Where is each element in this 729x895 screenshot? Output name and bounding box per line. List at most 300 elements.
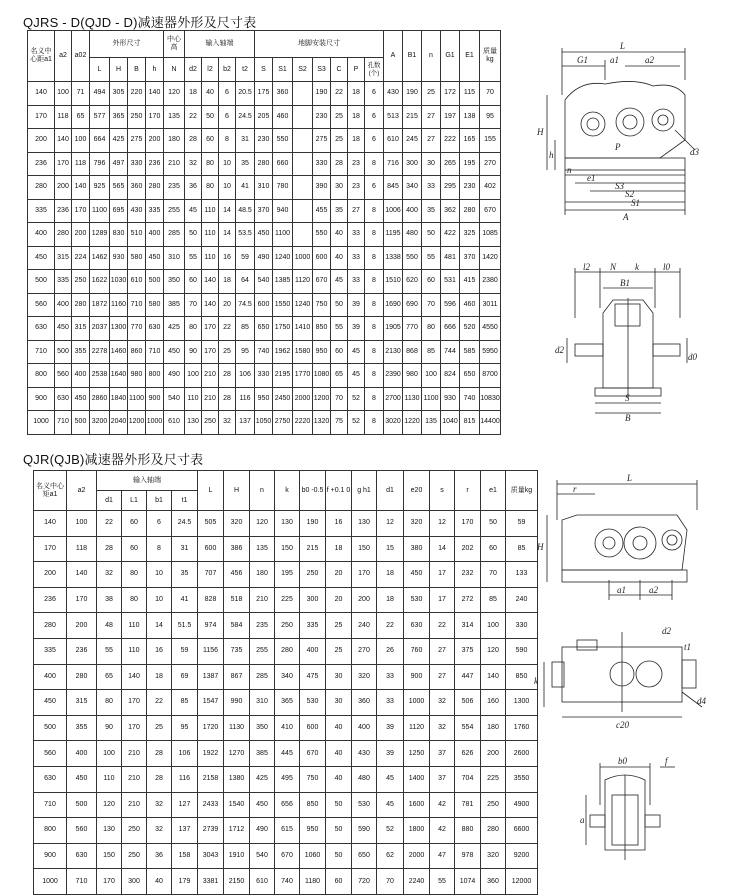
t1-cell: 425 <box>164 317 185 341</box>
t2-cell: 280 <box>481 818 506 844</box>
t1-row <box>28 387 501 411</box>
t1-cell: 265 <box>441 152 460 176</box>
spec-table-2 <box>33 470 538 895</box>
t2-cell: 880 <box>455 818 481 844</box>
t1-cell: 610 <box>128 270 146 294</box>
t2-cell: 490 <box>250 818 275 844</box>
t1-cell: 200 <box>28 129 55 153</box>
t1-cell: 18 <box>348 129 365 153</box>
t2-cell: 450 <box>250 792 275 818</box>
t1-cell: 70 <box>422 293 441 317</box>
t1-cell: 335 <box>55 270 72 294</box>
t1-cell: 6 <box>365 129 384 153</box>
t1-cell: 27 <box>422 129 441 153</box>
t2-cell: 280 <box>275 638 300 664</box>
t2-cell: 130 <box>97 818 122 844</box>
t2-cell: 32 <box>147 818 172 844</box>
t2-cell: 250 <box>275 613 300 639</box>
t2-cell: 445 <box>275 741 300 767</box>
th-d2: d2 <box>185 58 202 82</box>
t2-cell: 225 <box>275 587 300 613</box>
t2-cell: 240 <box>506 587 538 613</box>
t2-cell: 26 <box>377 638 404 664</box>
t2-cell: 38 <box>97 587 122 613</box>
label-H-2: H <box>537 542 544 552</box>
label-N: N <box>610 262 617 272</box>
t2-cell: 18 <box>377 587 404 613</box>
th-foot: 地脚安装尺寸 <box>255 31 384 58</box>
t1-cell: 170 <box>28 105 55 129</box>
t1-cell: 250 <box>128 105 146 129</box>
t1-cell: 565 <box>110 176 128 200</box>
t2-cell: 1074 <box>455 869 481 895</box>
t2-cell: 1540 <box>224 792 250 818</box>
t1-cell: 630 <box>28 317 55 341</box>
t1-cell: 39 <box>348 293 365 317</box>
t2-row <box>34 818 538 844</box>
t1-cell: 430 <box>128 199 146 223</box>
t1-cell: 210 <box>202 364 219 388</box>
t1-cell: 14 <box>219 199 236 223</box>
th-H: H <box>110 58 128 82</box>
t1-cell: 710 <box>28 340 55 364</box>
t1-cell: 33 <box>422 176 441 200</box>
t1-cell: 270 <box>480 152 501 176</box>
t1-cell: 400 <box>72 364 90 388</box>
t2-row <box>34 638 538 664</box>
t1-cell: 280 <box>460 199 480 223</box>
t1-cell: 710 <box>146 340 164 364</box>
t1-cell: 200 <box>72 223 90 247</box>
t1-cell: 140 <box>55 129 72 153</box>
t2-cell: 1060 <box>300 843 326 869</box>
t1-cell: 200 <box>146 129 164 153</box>
t1-cell: 1840 <box>110 387 128 411</box>
t1-cell: 1220 <box>403 411 422 435</box>
label-l0: l0 <box>663 262 671 272</box>
t1-cell: 210 <box>202 387 219 411</box>
t2-cell: 1720 <box>198 715 224 741</box>
t1-cell: 8 <box>365 387 384 411</box>
label-b0: b0 <box>618 756 627 766</box>
t2-row <box>34 664 538 690</box>
th-a02: a02 <box>72 31 90 82</box>
t1-cell: 360 <box>128 176 146 200</box>
t2-cell: 400 <box>352 715 377 741</box>
t2-cell: 1922 <box>198 741 224 767</box>
t2-cell: 22 <box>147 690 172 716</box>
t2-cell: 200 <box>34 562 67 588</box>
t1-cell: 1962 <box>273 340 293 364</box>
t2-cell: 590 <box>352 818 377 844</box>
t1-row <box>28 199 501 223</box>
t1-cell: 335 <box>28 199 55 223</box>
t2-cell: 1400 <box>404 766 430 792</box>
t1-cell: 95 <box>480 105 501 129</box>
t1-cell: 60 <box>185 270 202 294</box>
t1-cell: 450 <box>255 223 273 247</box>
t2-cell: 12000 <box>506 869 538 895</box>
drawing-side-view-2 <box>580 755 690 870</box>
label-a1-2: a1 <box>617 585 626 595</box>
t1-cell: 100 <box>55 82 72 106</box>
t1-cell: 48.5 <box>236 199 255 223</box>
t1-cell: 120 <box>164 82 185 106</box>
t2-row <box>34 536 538 562</box>
t1-cell: 80 <box>185 317 202 341</box>
t1-cell: 197 <box>441 105 460 129</box>
t1-cell: 500 <box>28 270 55 294</box>
t1-cell: 220 <box>128 82 146 106</box>
t1-cell <box>293 105 313 129</box>
t1-cell: 40 <box>331 246 348 270</box>
t1-cell: 41 <box>236 176 255 200</box>
t1-cell <box>293 199 313 223</box>
th-center-h: 中心高 <box>164 31 185 58</box>
t1-cell: 450 <box>146 246 164 270</box>
t1-cell: 815 <box>460 411 480 435</box>
t1-cell: 930 <box>441 387 460 411</box>
t1-cell: 362 <box>441 199 460 223</box>
th-b2: b2 <box>219 58 236 82</box>
t1-cell: 1200 <box>128 411 146 435</box>
t1-cell: 10 <box>219 152 236 176</box>
th-outline: 外形尺寸 <box>90 31 164 58</box>
t2-cell: 70 <box>481 562 506 588</box>
t1-cell: 33 <box>348 246 365 270</box>
t1-cell: 2040 <box>110 411 128 435</box>
t2-cell: 150 <box>275 536 300 562</box>
t1-cell: 310 <box>255 176 273 200</box>
t1-cell: 255 <box>164 199 185 223</box>
t1-cell: 1100 <box>90 199 110 223</box>
t1-cell: 2538 <box>90 364 110 388</box>
t1-cell: 74.5 <box>236 293 255 317</box>
t1-cell: 1120 <box>293 270 313 294</box>
t2-cell: 781 <box>455 792 481 818</box>
t2-cell: 560 <box>34 741 67 767</box>
t1-cell: 70 <box>331 387 348 411</box>
t2-row <box>34 715 538 741</box>
t1-cell: 1080 <box>313 364 331 388</box>
t1-row <box>28 246 501 270</box>
t2-cell: 280 <box>67 664 97 690</box>
t1-cell: 110 <box>202 223 219 247</box>
t2-cell: 400 <box>34 664 67 690</box>
t1-cell: 50 <box>202 105 219 129</box>
t2-cell: 425 <box>250 766 275 792</box>
t1-cell: 666 <box>441 317 460 341</box>
t2-cell: 118 <box>67 536 97 562</box>
th2-a1: 名义中心矩a1 <box>34 471 67 511</box>
t1-cell: 172 <box>441 82 460 106</box>
t2-cell: 335 <box>34 638 67 664</box>
t1-cell: 27 <box>348 199 365 223</box>
t1-cell: 130 <box>185 411 202 435</box>
t1-cell: 980 <box>128 364 146 388</box>
t2-cell: 80 <box>122 562 147 588</box>
t2-cell: 1130 <box>224 715 250 741</box>
t1-cell: 500 <box>146 270 164 294</box>
t1-cell: 55 <box>422 246 441 270</box>
t1-cell: 210 <box>164 152 185 176</box>
t2-cell: 45 <box>377 792 404 818</box>
t1-cell: 660 <box>273 152 293 176</box>
t2-cell: 48 <box>97 613 122 639</box>
th2-s: s <box>430 471 455 511</box>
t2-cell: 137 <box>172 818 198 844</box>
t2-cell: 28 <box>97 536 122 562</box>
t1-cell: 940 <box>273 199 293 223</box>
t1-cell: 230 <box>313 105 331 129</box>
t1-cell: 610 <box>384 129 403 153</box>
t1-cell: 90 <box>185 340 202 364</box>
t2-cell: 25 <box>147 715 172 741</box>
t2-cell: 330 <box>506 613 538 639</box>
t1-cell: 22 <box>219 317 236 341</box>
t2-cell: 1000 <box>404 690 430 716</box>
t1-cell: 205 <box>255 105 273 129</box>
t1-cell: 2860 <box>90 387 110 411</box>
t2-row <box>34 613 538 639</box>
t1-cell: 59 <box>236 246 255 270</box>
t1-cell: 6 <box>365 82 384 106</box>
th-G1: G1 <box>441 31 460 82</box>
t1-cell: 800 <box>146 364 164 388</box>
t2-cell: 670 <box>300 741 326 767</box>
th2-a2: a2 <box>67 471 97 511</box>
t1-cell: 5950 <box>480 340 501 364</box>
th2-r: r <box>455 471 481 511</box>
t1-cell: 25 <box>331 129 348 153</box>
t2-cell: 600 <box>300 715 326 741</box>
t1-cell: 481 <box>441 246 460 270</box>
t2-cell: 33 <box>377 690 404 716</box>
t2-cell: 250 <box>300 562 326 588</box>
t2-cell: 500 <box>34 715 67 741</box>
t1-cell: 1200 <box>313 387 331 411</box>
th-S3: S3 <box>313 58 331 82</box>
t2-cell: 584 <box>224 613 250 639</box>
t2-cell: 31 <box>172 536 198 562</box>
t1-cell: 39 <box>348 317 365 341</box>
th-S: S <box>255 58 273 82</box>
t1-cell: 1100 <box>273 223 293 247</box>
t2-cell: 69 <box>172 664 198 690</box>
t2-cell: 1270 <box>224 741 250 767</box>
label-c20: c20 <box>616 720 629 730</box>
t2-cell: 630 <box>404 613 430 639</box>
t2-cell: 41 <box>172 587 198 613</box>
t1-cell: 450 <box>164 340 185 364</box>
t1-cell <box>293 152 313 176</box>
t2-cell: 355 <box>67 715 97 741</box>
t1-cell: 2037 <box>90 317 110 341</box>
t2-cell: 40 <box>326 741 352 767</box>
t1-cell: 510 <box>128 223 146 247</box>
t2-cell: 65 <box>97 664 122 690</box>
t2-cell: 2600 <box>506 741 538 767</box>
t2-cell: 285 <box>250 664 275 690</box>
t2-cell: 1000 <box>34 869 67 895</box>
t1-cell: 20 <box>219 293 236 317</box>
t1-cell: 8 <box>365 270 384 294</box>
label-S3: S3 <box>615 181 624 191</box>
t1-cell: 35 <box>422 199 441 223</box>
t1-cell: 100 <box>422 364 441 388</box>
t1-cell: 25 <box>219 340 236 364</box>
t1-cell: 80 <box>202 152 219 176</box>
t1-cell: 1000 <box>146 411 164 435</box>
th2-n: n <box>250 471 275 511</box>
t2-cell: 12 <box>377 511 404 537</box>
t1-cell: 1006 <box>384 199 403 223</box>
th2-t1: t1 <box>172 491 198 511</box>
th2-d: d1 <box>377 471 404 511</box>
t2-cell: 16 <box>326 511 352 537</box>
t2-cell: 365 <box>275 690 300 716</box>
th2-g: g h1 <box>352 471 377 511</box>
t1-cell: 180 <box>164 129 185 153</box>
t2-cell: 6 <box>147 511 172 537</box>
t1-cell: 52 <box>348 411 365 435</box>
t2-cell: 110 <box>122 638 147 664</box>
t2-cell: 10 <box>147 587 172 613</box>
t1-cell: 8 <box>365 293 384 317</box>
label-k: k <box>635 262 639 272</box>
t1-cell: 236 <box>55 199 72 223</box>
t2-cell: 320 <box>352 664 377 690</box>
t1-cell: 116 <box>236 387 255 411</box>
t1-cell: 140 <box>72 176 90 200</box>
t2-cell: 314 <box>455 613 481 639</box>
t2-cell: 1380 <box>224 766 250 792</box>
t1-cell: 60 <box>422 270 441 294</box>
t2-cell: 45 <box>377 766 404 792</box>
t1-cell: 55 <box>185 246 202 270</box>
th2-L: L <box>198 471 224 511</box>
t1-cell: 115 <box>460 82 480 106</box>
label-S2: S2 <box>625 189 634 199</box>
t1-cell: 577 <box>90 105 110 129</box>
t2-cell: 990 <box>224 690 250 716</box>
t1-row <box>28 129 501 153</box>
label-r: r <box>573 484 577 494</box>
t1-cell: 425 <box>110 129 128 153</box>
t2-cell: 140 <box>34 511 67 537</box>
t2-cell: 62 <box>377 843 404 869</box>
t1-cell: 980 <box>403 364 422 388</box>
t2-cell: 9200 <box>506 843 538 869</box>
t1-cell: 500 <box>72 411 90 435</box>
t1-cell: 480 <box>403 223 422 247</box>
t2-cell: 530 <box>404 587 430 613</box>
t1-cell: 1750 <box>273 317 293 341</box>
t1-cell: 235 <box>164 176 185 200</box>
t1-cell: 95 <box>236 340 255 364</box>
t1-cell: 137 <box>236 411 255 435</box>
t2-cell: 127 <box>172 792 198 818</box>
t2-cell: 28 <box>147 741 172 767</box>
t2-cell: 160 <box>481 690 506 716</box>
t1-cell: 950 <box>255 387 273 411</box>
t1-cell: 28 <box>219 387 236 411</box>
t1-cell: 400 <box>146 223 164 247</box>
t2-cell: 560 <box>67 818 97 844</box>
t2-cell: 27 <box>430 638 455 664</box>
t2-row <box>34 766 538 792</box>
t1-cell: 40 <box>202 82 219 106</box>
t2-cell: 130 <box>275 511 300 537</box>
t1-cell: 6 <box>219 105 236 129</box>
t2-cell: 22 <box>430 613 455 639</box>
t2-cell: 1547 <box>198 690 224 716</box>
t1-cell: 138 <box>460 105 480 129</box>
t1-cell: 8 <box>365 317 384 341</box>
t1-cell: 53.5 <box>236 223 255 247</box>
t2-cell: 30 <box>326 664 352 690</box>
t1-cell: 118 <box>55 105 72 129</box>
t1-cell: 295 <box>441 176 460 200</box>
t2-cell: 150 <box>97 843 122 869</box>
t2-cell: 300 <box>122 869 147 895</box>
t2-cell: 60 <box>481 536 506 562</box>
t2-cell: 590 <box>506 638 538 664</box>
t1-cell: 230 <box>460 176 480 200</box>
t1-cell: 6 <box>365 176 384 200</box>
t2-cell: 170 <box>97 869 122 895</box>
t2-cell: 170 <box>34 536 67 562</box>
t1-cell: 18 <box>185 82 202 106</box>
t1-cell: 3020 <box>384 411 403 435</box>
t1-cell: 170 <box>72 199 90 223</box>
label-h: h <box>549 150 554 160</box>
t1-cell: 280 <box>72 293 90 317</box>
t1-cell: 135 <box>422 411 441 435</box>
th-N: N <box>164 58 185 82</box>
t2-cell: 250 <box>122 843 147 869</box>
t1-cell: 71 <box>72 82 90 106</box>
t1-cell: 8 <box>365 411 384 435</box>
t2-cell: 195 <box>275 562 300 588</box>
t2-cell: 255 <box>250 638 275 664</box>
t1-cell: 450 <box>28 246 55 270</box>
t2-cell: 50 <box>326 843 352 869</box>
th-n: n <box>422 31 441 82</box>
t2-cell: 110 <box>122 613 147 639</box>
t2-cell: 180 <box>250 562 275 588</box>
t2-cell: 16 <box>147 638 172 664</box>
t1-cell: 740 <box>460 387 480 411</box>
t1-cell: 310 <box>164 246 185 270</box>
t1-cell: 236 <box>146 152 164 176</box>
t2-cell: 232 <box>455 562 481 588</box>
t2-cell: 735 <box>224 638 250 664</box>
th-S1: S1 <box>273 58 293 82</box>
t1-cell: 585 <box>460 340 480 364</box>
t1-cell: 280 <box>146 176 164 200</box>
t2-cell: 22 <box>97 511 122 537</box>
t1-cell: 280 <box>28 176 55 200</box>
t1-cell: 1690 <box>384 293 403 317</box>
t1-cell: 45 <box>348 364 365 388</box>
t1-cell: 85 <box>236 317 255 341</box>
t2-cell: 480 <box>352 766 377 792</box>
t2-cell: 50 <box>326 818 352 844</box>
t2-cell: 400 <box>67 741 97 767</box>
t1-cell: 330 <box>255 364 273 388</box>
t1-cell: 330 <box>128 152 146 176</box>
